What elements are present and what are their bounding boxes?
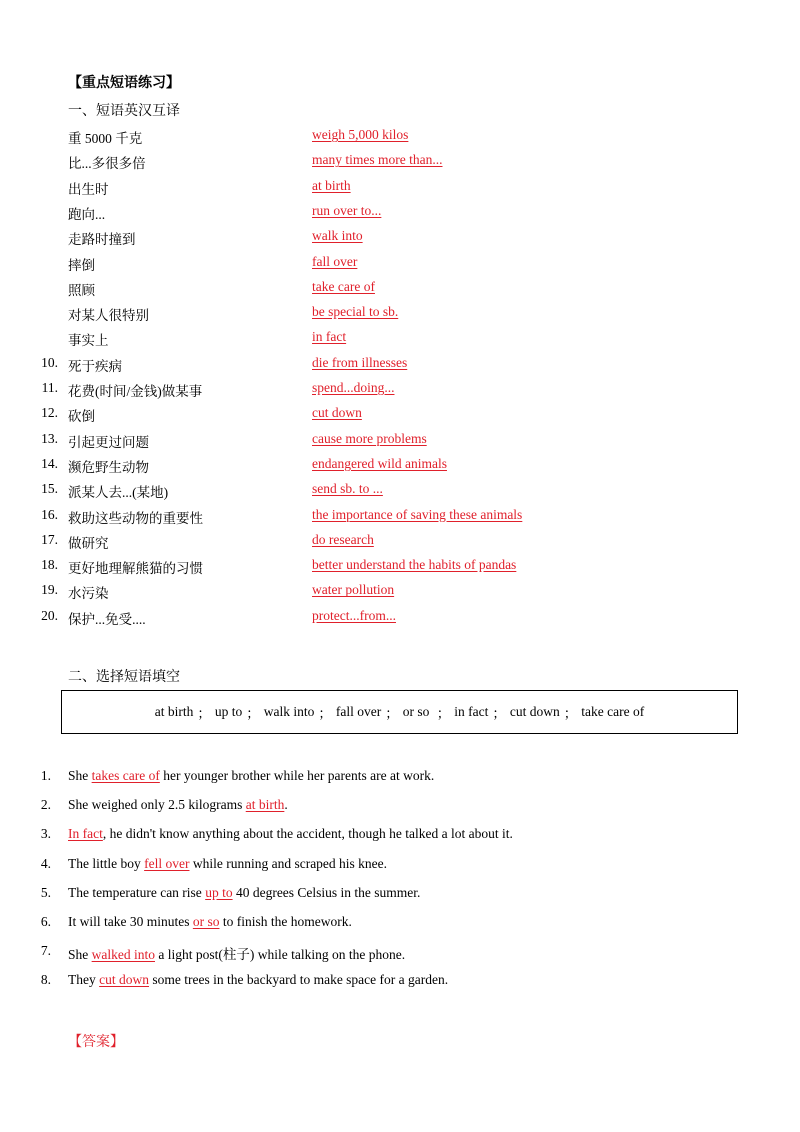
phrase-chinese: 引起更过问题 [68,434,149,450]
phrase-chinese: 跑向... [68,206,106,222]
phrase-chinese: 花费(时间/金钱)做某事 [68,384,203,399]
phrase-chinese: 濒危野生动物 [68,459,149,475]
phrase-row [0,203,800,223]
phrase-row [0,532,800,552]
question-answer: or so [192,914,220,929]
phrase-chinese: 摔倒 [68,257,95,273]
phrase-chinese: 更好地理解熊猫的习惯 [68,561,203,577]
phrase-english-answer: the importance of saving these animals [312,506,523,522]
question-text [68,826,513,842]
phrase-chinese: 对某人很特别 [68,308,149,324]
question-before: She [68,768,92,783]
question-after: her younger brother while her parents are at work. [159,768,435,783]
phrase-english-answer: walk into [312,228,363,244]
question-answer: fell over [144,855,190,871]
question-answer: at birth [245,797,285,813]
question-after: while running and scraped his knee. [189,855,388,871]
phrase-english-answer: water pollution [312,582,395,598]
question-row [0,972,800,992]
word-bank-separator: ； [385,706,399,721]
phrase-row [0,304,800,324]
phrase-english-answer: better understand the habits of pandas [312,557,517,573]
question-row [0,885,800,905]
phrase-chinese: 走路时撞到 [68,232,136,248]
phrase-english-answer: spend...doing... [312,380,395,395]
question-row [0,943,800,963]
phrase-number: 11. [41,380,58,395]
phrase-number: 10. [41,354,58,370]
phrase-row [0,608,800,628]
phrase-number: 15. [41,481,58,497]
phrase-row [0,582,800,602]
phrase-chinese: 比...多很多倍 [68,156,146,172]
answer-label: 【答案】 [68,1035,124,1050]
phrase-english-answer: protect...from... [312,607,396,623]
phrase-number: 17. [41,531,58,547]
part2-title: 二、选择短语填空 [68,670,180,685]
phrase-number: 20. [41,607,58,623]
word-bank-item: cut down [509,704,560,719]
phrase-english-answer: run over to... [312,202,382,218]
phrase-row [0,152,800,172]
phrase-number: 14. [41,455,58,471]
question-answer: In fact [68,826,103,842]
word-bank-item: walk into [263,704,315,719]
question-number: 1. [40,768,51,783]
question-text [68,943,405,963]
question-number: 6. [40,914,51,929]
question-text [68,856,387,872]
phrase-row [0,380,800,400]
question-row [0,856,800,876]
question-number: 3. [40,826,51,842]
question-number: 8. [40,972,51,988]
question-text [68,972,448,988]
phrase-row [0,431,800,451]
question-answer: cut down [99,972,149,988]
question-after: to finish the homework. [219,914,352,929]
phrase-chinese: 出生时 [68,181,109,197]
phrase-chinese: 做研究 [68,535,109,551]
question-row [0,914,800,934]
phrase-english-answer: weigh 5,000 kilos [312,127,409,142]
word-bank-item: fall over [335,704,382,719]
question-number: 4. [40,855,51,871]
phrase-english-answer: do research [312,531,374,547]
question-before: The little boy [68,855,145,871]
phrase-row [0,127,800,147]
phrase-number: 19. [41,582,58,598]
phrase-english-answer: cut down [312,405,362,421]
phrase-row [0,405,800,425]
question-answer: walked into [91,947,155,963]
phrase-number: 16. [41,506,58,522]
question-before: They [68,972,100,988]
phrase-english-answer: at birth [312,177,351,193]
phrase-row [0,557,800,577]
phrase-english-answer: take care of [312,278,375,294]
phrase-chinese: 重 5000 千克 [68,131,143,146]
question-answer: up to [205,884,233,900]
word-bank-separator: ； [563,706,578,721]
question-after: 40 degrees Celsius in the summer. [232,884,421,900]
word-bank-item: or so [402,704,433,719]
phrase-chinese: 照顾 [68,282,95,298]
word-bank-item: up to [214,704,243,719]
phrase-row [0,481,800,501]
phrase-english-answer: die from illnesses [312,354,408,370]
phrase-chinese: 死于疾病 [68,358,122,374]
question-number: 5. [40,884,51,900]
word-bank-separator: ； [318,706,332,721]
phrase-english-answer: fall over [312,253,358,269]
phrase-english-answer: many times more than... [312,152,443,168]
question-text [68,885,420,901]
phrase-english-answer: send sb. to ... [312,481,383,497]
question-before: It will take 30 minutes [68,914,193,929]
phrase-english-answer: be special to sb. [312,304,399,320]
word-bank-item: at birth [154,704,194,719]
question-text [68,797,288,813]
phrase-chinese: 事实上 [68,333,109,349]
phrase-row [0,228,800,248]
phrase-english-answer: cause more problems [312,430,427,446]
word-bank-box [61,690,738,734]
phrase-chinese: 保护...免受.... [68,611,146,627]
phrase-row [0,456,800,476]
word-bank-separator: ； [197,706,211,721]
phrase-chinese: 砍倒 [68,409,95,425]
question-after: some trees in the backyard to make space for a garden. [149,972,449,988]
question-before: The temperature can rise [68,884,206,900]
phrase-row [0,178,800,198]
phrase-row [0,254,800,274]
phrase-chinese: 派某人去...(某地) [68,485,169,501]
part1-title: 一、短语英汉互译 [68,104,180,119]
question-number: 2. [40,797,51,813]
question-row [0,797,800,817]
question-text [68,914,352,930]
phrase-row [0,355,800,375]
word-bank-separator: ； [246,706,260,721]
phrase-english-answer: endangered wild animals [312,455,447,471]
question-text [68,768,434,784]
question-after: a light post(柱子) while talking on the phone. [155,947,406,963]
section-title: 【重点短语练习】 [68,76,180,91]
phrase-chinese: 水污染 [68,586,109,602]
question-number: 7. [40,943,51,959]
phrase-chinese: 救助这些动物的重要性 [68,510,203,526]
question-before: She [68,947,92,963]
phrase-row [0,329,800,349]
question-row [0,826,800,846]
question-row [0,768,800,788]
word-bank-item: take care of [581,704,645,719]
word-bank-item: in fact [454,704,489,719]
question-after: , he didn't know anything about the accident, though he talked a lot about it. [102,826,513,842]
phrase-number: 12. [41,405,58,421]
phrase-number: 13. [41,430,58,446]
question-answer: takes care of [91,768,160,783]
word-bank-separator: ； [436,706,451,721]
question-after: . [284,797,288,813]
phrase-row [0,507,800,527]
phrase-english-answer: in fact [312,329,347,345]
question-before: She weighed only 2.5 kilograms [68,797,246,813]
word-bank-separator: ； [492,706,506,721]
phrase-number: 18. [41,557,58,573]
phrase-row [0,279,800,299]
